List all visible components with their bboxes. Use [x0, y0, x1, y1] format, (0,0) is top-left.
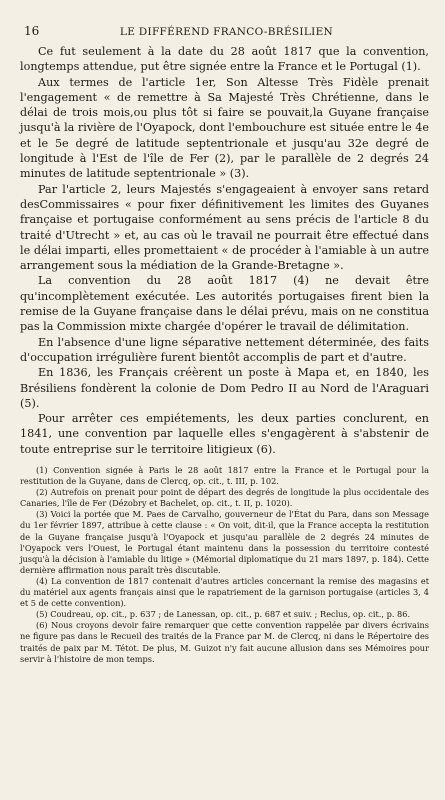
footnote: (5) Coudreau, op. cit., p. 637 ; de Lanessan, op. cit., p. 687 et suiv. ; Reclus, op. cit., p. 86.: [36, 609, 411, 620]
paragraph: La convention du 28 août 1817 (4) ne devait être qu'incomplètement exécutée. Les autorités portugaises firent bien la remise de la Guyane française dans le délai prévu, mais on ne constitua pas la Commission mixte chargée d'opérer le travail de délimitation.: [20, 274, 429, 334]
paragraph: Ce fut seulement à la date du 28 août 1817 que la convention, longtemps attendue, put être signée entre la France et le Portugal (1).: [20, 45, 429, 74]
paragraph: En 1836, les Français créèrent un poste à Mapa et, en 1840, les Brésiliens fondèrent la colonie de Dom Pedro II au Nord de l'Araguari (5).: [20, 366, 429, 410]
footnote: (4) La convention de 1817 contenait d'autres articles concernant la remise des magasins et du matériel aux agents français ainsi que le rapatriement de la garnison portugaise (articles 3, 4 et 5 de cette convention).: [20, 575, 429, 609]
paragraph: Par l'article 2, leurs Majestés s'engageaient à envoyer sans retard desCommissaires « pour fixer définitivement les limites des Guyanes française et portugaise conformément au sens précis de l'article 8 du traité d'Utrecht » et, au cas où le travail ne pourrait être effectué dans le délai imparti, elles promettaient « de procéder à l'amiable à un autre arrangement sous la médiation de la Grande-Bretagne ».: [20, 182, 429, 273]
paragraph: Aux termes de l'article 1er, Son Altesse Très Fidèle prenait l'engagement « de remettre à Sa Majesté Très Chrétienne, dans le délai de trois mois,ou plus tôt si faire se pouvait,la Guyane française jusqu'à la rivière de l'Oyapock, dont l'embouchure est située entre le 4e et le 5e degré de latitude septentrionale et jusqu'au 32e degré de longitude à l'Est de l'île de Fer (2), par le parallèle de 2 degrés 24 minutes de latitude septentrionale » (3).: [20, 75, 429, 181]
footnote: (1) Convention signée à Paris le 28 août 1817 entre la France et le Portugal pour la restitution de la Guyane, dans de Clercq, op. cit., t. III, p. 102.: [20, 465, 429, 487]
footnotes: [20, 465, 429, 665]
page-number: 16: [24, 24, 40, 38]
body-text: [20, 44, 429, 457]
paragraph: Pour arrêter ces empiétements, les deux parties conclurent, en 1841, une convention par laquelle elles s'engagèrent à s'abstenir de toute entreprise sur le territoire litigieux (6).: [20, 412, 429, 456]
footnote: (6) Nous croyons devoir faire remarquer que cette convention rappelée par divers écrivains ne figure pas dans le Recueil des traités de la France par M. de Clercq, ni dans le Répertoire des traités de paix par M. Tétot. De plus, M. Guizot n'y fait aucune allusion dans ses Mémoires pour servir à l'histoire de mon temps.: [20, 620, 429, 664]
footnote: (2) Autrefois on prenait pour point de départ des degrés de longitude la plus occidentale des Canaries, l'île de Fer (Dézobry et Bachelet, op. cit., t. II, p. 1020).: [20, 487, 429, 509]
paragraph: En l'absence d'une ligne séparative nettement déterminée, des faits d'occupation irrégulière furent bientôt accomplis de part et d'autre.: [20, 335, 429, 364]
page-header: [24, 24, 429, 38]
running-head: LE DIFFÉREND FRANCO-BRÉSILIEN: [119, 26, 334, 38]
footnote: (3) Voici la portée que M. Paes de Carvalho, gouverneur de l'État du Para, dans son Message du 1er février 1897, attribue à cette clause : « On voit, dit-il, que la France accepta la restitution de la Guyane française jusqu'à l'Oyapock et jusqu'au parallèle de 2 degrés 24 minutes de l'Oyapock vers l'Ouest, le Portugal étant maintenu dans la possession du territoire contesté jusqu'à la décision à l'amiable du litige » (Mémorial diplomatique du 21 mars 1897, p. 184). Cette dernière affirmation nous paraît très discutable.: [20, 509, 429, 575]
